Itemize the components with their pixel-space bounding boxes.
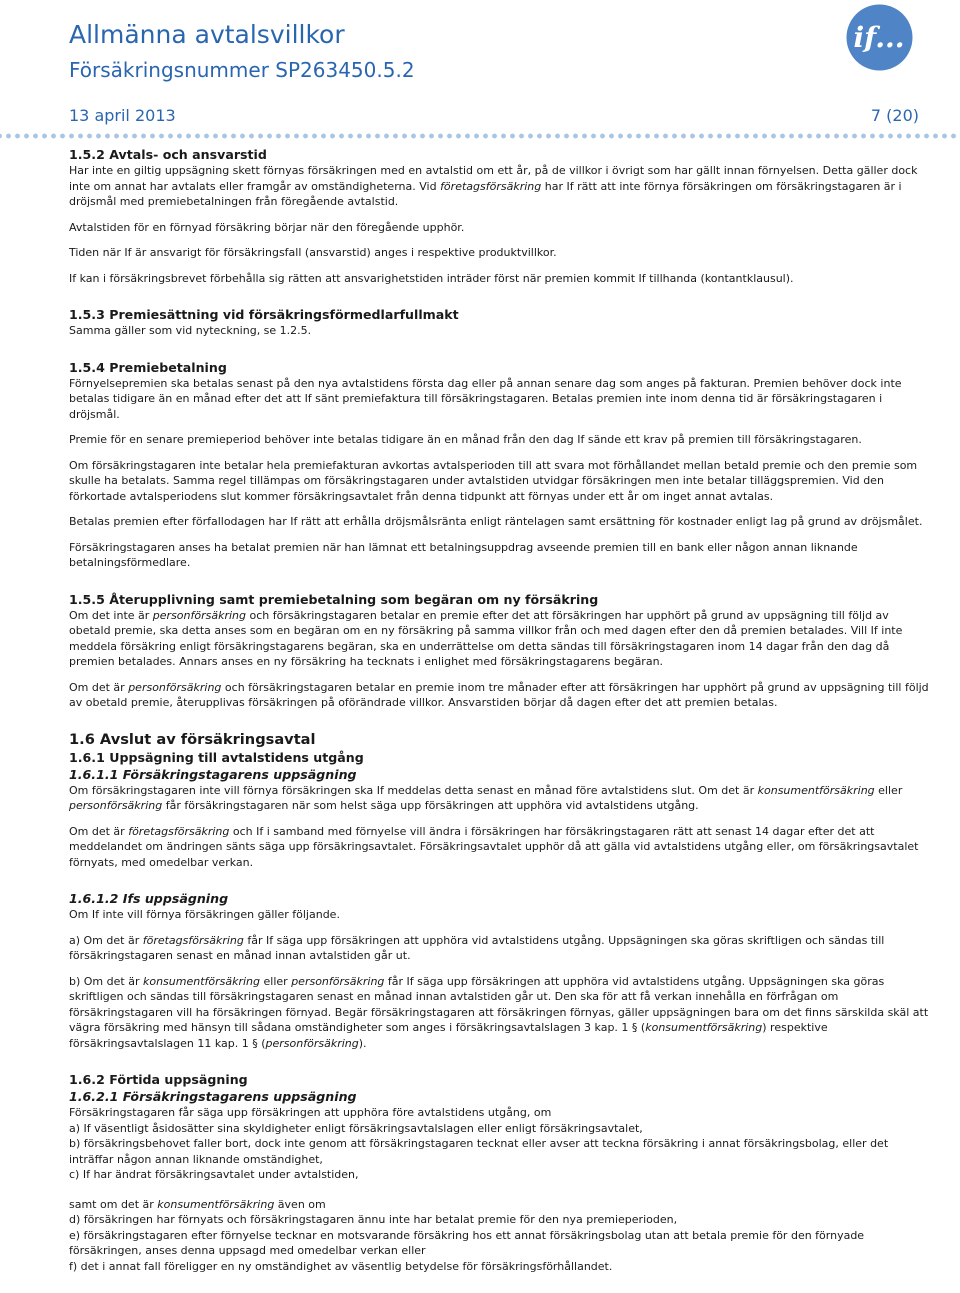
paragraph: Tiden när If är ansvarigt för försäkringsfall (ansvarstid) anges i respektive produktvillkor. [69,246,557,259]
list-item: Försäkringstagaren får säga upp försäkringen att upphöra före avtalstidens utgång, om [69,1106,552,1119]
list-item: samt om det är konsumentförsäkring även om [69,1197,326,1211]
logo-text: if... [853,21,905,54]
page-number: 7 (20) [870,106,919,125]
section-heading: 1.5.3 Premiesättning vid försäkringsförmedlarfullmakt [69,307,459,322]
section-heading: 1.6.2 Förtida uppsägning [69,1072,248,1087]
paragraph: Samma gäller som vid nyteckning, se 1.2.5. [69,324,312,337]
subsection-heading: 1.6.2.1 Försäkringstagarens uppsägning [69,1089,357,1104]
paragraph: Betalas premien efter förfallodagen har If rätt att erhålla dröjsmålsränta enligt räntelagen samt ersättning för kostnader enligt lag på grund av dröjsmålet. [69,515,923,528]
paragraph: Om det inte är personförsäkring och försäkringstagaren betalar en premie efter det att försäkringen har upphört på grund av uppsägning till följd av obetald premie, ska detta anses som en begäran om en ny försäkring på samma villkor från och med dagen efter den då premien betalades. Vill If inte meddela försäkring enligt försäkringstagarens begäran, ska en underrättelse om detta sändas till försäkringstagaren inom 14 dagar från den dag då premien betalades. Annars anses en ny försäkring ha tecknats i enlighet med försäkringstagarens begäran. [69,608,903,668]
if-logo [846,4,913,71]
paragraph: a) Om det är företagsförsäkring får If säga upp försäkringen att upphöra vid avtalstidens utgång. Uppsägningen ska göras skriftligen och sändas till försäkringstagaren senast en månad innan avtalstiden går ut. [69,933,885,962]
section-heading: 1.6.1 Uppsägning till avtalstidens utgång [69,749,364,765]
paragraph: If kan i försäkringsbrevet förbehålla sig rätten att ansvarighetstiden inträder först när premien kommit If tillhanda (kontantklausul). [69,271,794,285]
paragraph: Har inte en giltig uppsägning skett förnyas försäkringen med en avtalstid om ett år, på de villkor i övrigt som har gällt innan förnyelsen. Detta gäller dock inte om annat har avtalats eller framgår av omständigheterna. Vid företagsförsäkring har If rätt att inte förnya försäkringen om försäkringstagaren är i dröjsmål med premiebetalningen från föregående avtalstid. [69,164,918,208]
list-item: f) det i annat fall föreligger en ny omständighet av väsentlig betydelse för försäkringsförhållandet. [69,1259,613,1273]
dotted-divider [0,132,960,140]
subsection-heading: 1.6.1.1 Försäkringstagarens uppsägning [69,766,357,782]
paragraph: Om det är personförsäkring och försäkringstagaren betalar en premie inom tre månader efter att försäkringen har upphört på grund av uppsägning till följd av obetald premie, återupplivas försäkringen på oförändrade villkor. Ansvarstiden börjar då dagen efter det att premien betalas. [69,680,929,709]
paragraph: Om försäkringstagaren inte betalar hela premiefakturan avkortas avtalsperioden till att svara mot förhållandet mellan betald premie och den premie som skulle ha betalats. Samma regel tillämpas om försäkringstagaren under avtalstiden utvidgar försäkringen men inte betalar tilläggspremien. Vid den förkortade avtalsperiodens slut kommer försäkringsavtalet från denna tidpunkt att förnyas under ett år om inget annat avtalas. [69,458,918,503]
section-heading: 1.5.4 Premiebetalning [69,359,227,375]
paragraph: Om If inte vill förnya försäkringen gäller följande. [69,908,340,921]
paragraph: Avtalstiden för en förnyad försäkring börjar när den föregående upphör. [69,220,465,234]
chapter-heading: 1.6 Avslut av försäkringsavtal [69,730,316,748]
paragraph: Om försäkringstagaren inte vill förnya försäkringen ska If meddelas detta senast en månad före avtalstidens slut. Om det är konsumentförsäkring eller personförsäkring får försäkringstagaren när som helst säga upp försäkringen att upphöra vid avtalstidens utgång. [69,783,903,812]
list-item: b) försäkringsbehovet faller bort, dock inte genom att försäkringstagaren tecknat eller avser att teckna försäkring i annat försäkringsbolag, eller det inträffar någon annan liknande omständighet, [69,1137,889,1166]
paragraph: Premie för en senare premieperiod behöver inte betalas tidigare än en månad från den dag If sände ett krav på premien till försäkringstagaren. [69,433,862,446]
subsection-heading: 1.6.1.2 Ifs uppsägning [69,891,229,906]
document-date: 13 april 2013 [69,106,176,125]
paragraph: b) Om det är konsumentförsäkring eller personförsäkring får If säga upp försäkringen att upphöra vid avtalstidens utgång. Uppsägningen ska göras skriftligen och sändas till försäkringstagaren senast en månad innan avtalstiden går ut. Den ska för att få verkan innehålla en förfrågan om försäkringstagaren vill ha försäkringen förnyad. Begär försäkringstagaren att försäkringen förnyas, gäller uppsägningen bara om det finns särskilda skäl att vägra försäkring med hänsyn till sådana omständigheter som anges i försäkringsavtalslagen 3 kap. 1 § (konsumentförsäkring) respektive försäkringsavtalslagen 11 kap. 1 § (personförsäkring). [69,974,929,1050]
list-item: e) försäkringstagaren efter förnyelse tecknar en motsvarande försäkring hos ett annat försäkringsbolag utan att betala premie för den förnyade försäkringen, anses denna uppsagd med omedelbar verkan eller [69,1228,865,1257]
section-heading: 1.5.5 Återupplivning samt premiebetalning som begäran om ny försäkring [69,591,599,607]
list-item: a) If väsentligt åsidosätter sina skyldigheter enligt försäkringsavtalslagen eller enligt försäkringsavtalet, [69,1121,643,1135]
paragraph: Om det är företagsförsäkring och If i samband med förnyelse vill ändra i försäkringen har försäkringstagaren rätt att senast 14 dagar efter det att meddelandet om ändringen sänts säga upp försäkringsavtalet. Försäkringsavtalet upphör då att gälla vid avtalstidens utgång eller, om försäkringsavtalet förnyats, med omedelbar verkan. [69,824,919,869]
paragraph: Förnyelsepremien ska betalas senast på den nya avtalstidens första dag eller på annan senare dag som anges på fakturan. Premien behöver dock inte betalas tidigare än en månad efter det att If sänt premiefaktura till försäkringstagaren. Betalas premien inte inom denna tid är försäkringstagaren i dröjsmål. [69,376,902,421]
section-heading: 1.5.2 Avtals- och ansvarstid [69,147,267,162]
document-title: Allmänna avtalsvillkor [69,20,345,49]
list-item: d) försäkringen har förnyats och försäkringstagaren ännu inte har betalat premie för den nya premieperioden, [69,1213,678,1226]
list-item: c) If har ändrat försäkringsavtalet under avtalstiden, [69,1168,359,1181]
paragraph: Försäkringstagaren anses ha betalat premien när han lämnat ett betalningsuppdrag avseende premien till en bank eller någon annan liknande betalningsförmedlare. [69,540,858,569]
policy-number: Försäkringsnummer SP263450.5.2 [69,58,415,82]
document-body [69,146,929,1274]
